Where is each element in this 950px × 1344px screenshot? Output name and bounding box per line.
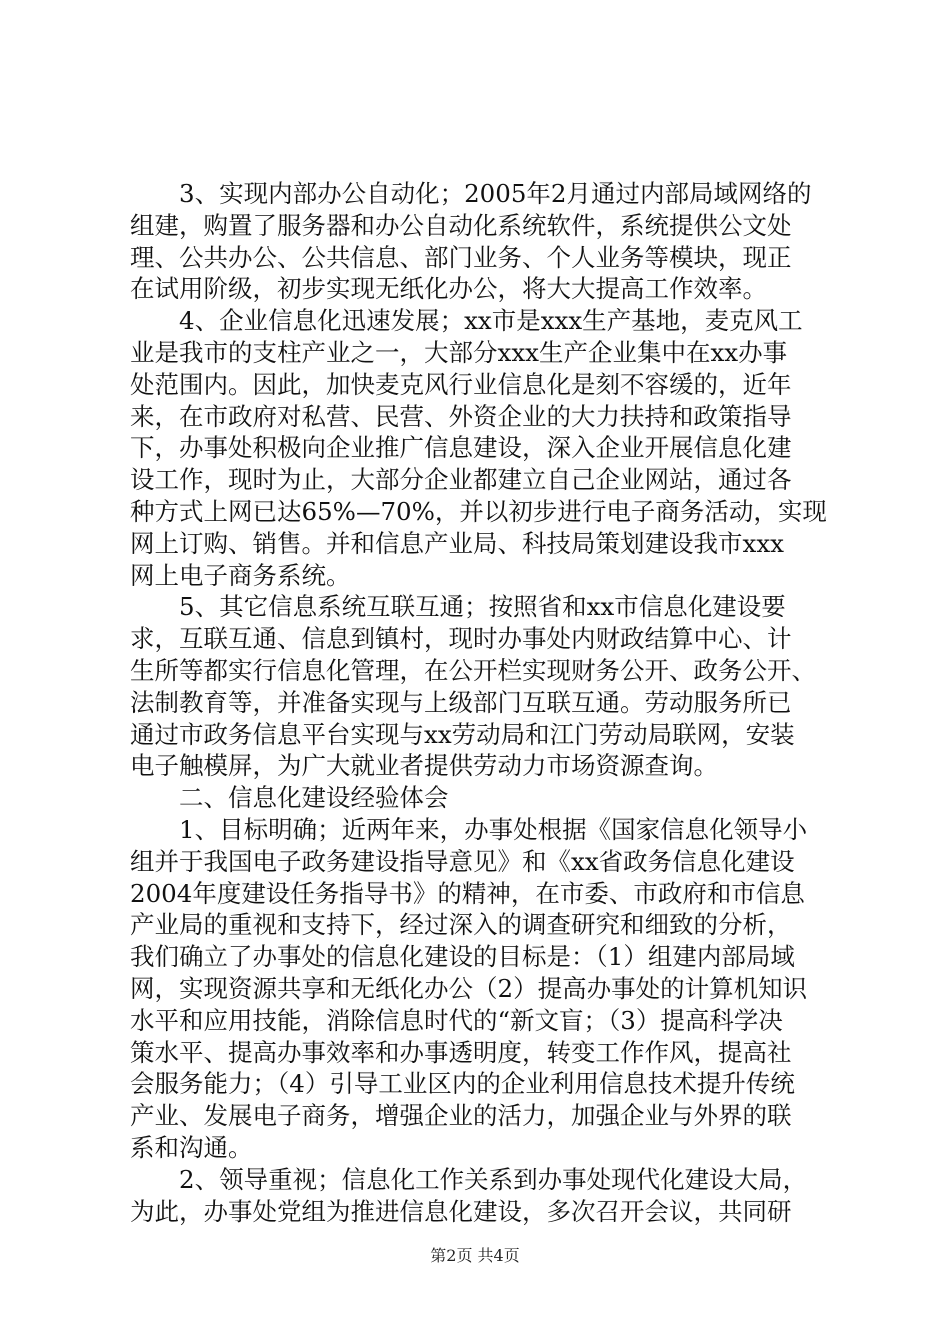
text-line: 在试用阶级，初步实现无纸化办公，将大大提高工作效率。 bbox=[130, 274, 767, 304]
text-line: 法制教育等，并准备实现与上级部门互联互通。劳动服务所已 bbox=[130, 687, 792, 717]
text-line: 下，办事处积极向企业推广信息建设，深入企业开展信息化建 bbox=[130, 433, 792, 463]
text-line: 求，互联互通、信息到镇村，现时办事处内财政结算中心、计 bbox=[130, 624, 792, 654]
text-line: 组并于我国电子政务建设指导意见》和《xx省政务信息化建设 bbox=[130, 846, 795, 876]
text-line: 2004年度建设任务指导书》的精神，在市委、市政府和市信息 bbox=[130, 878, 805, 908]
text-line: 处范围内。因此，加快麦克风行业信息化是刻不容缓的，近年 bbox=[130, 369, 792, 399]
text-line: 电子触模屏，为广大就业者提供劳动力市场资源查询。 bbox=[130, 751, 718, 781]
text-line: 业是我市的支柱产业之一，大部分xxx生产企业集中在xx办事 bbox=[130, 337, 788, 367]
text-line: 2、领导重视；信息化工作关系到办事处现代化建设大局， bbox=[179, 1164, 808, 1194]
text-line: 产业、发展电子商务，增强企业的活力，加强企业与外界的联 bbox=[130, 1101, 792, 1131]
page-footer: 第2页 共4页 bbox=[430, 1246, 520, 1265]
text-line: 理、公共办公、公共信息、部门业务、个人业务等模块，现正 bbox=[130, 242, 792, 272]
text-line: 4、企业信息化迅速发展；xx市是xxx生产基地，麦克风工 bbox=[179, 306, 803, 336]
text-line: 种方式上网已达65%—70%，并以初步进行电子商务活动，实现 bbox=[130, 496, 827, 526]
document-body bbox=[130, 178, 827, 1227]
text-line: 系和沟通。 bbox=[130, 1132, 253, 1162]
text-line: 产业局的重视和支持下，经过深入的调查研究和细致的分析， bbox=[130, 910, 792, 940]
text-line: 会服务能力；（4）引导工业区内的企业利用信息技术提升传统 bbox=[130, 1069, 795, 1099]
text-line: 网上电子商务系统。 bbox=[130, 560, 351, 590]
text-line: 设工作，现时为止，大部分企业都建立自己企业网站，通过各 bbox=[130, 465, 792, 495]
text-line: 策水平、提高办事效率和办事透明度，转变工作作风，提高社 bbox=[130, 1037, 792, 1067]
text-line: 为此，办事处党组为推进信息化建设，多次召开会议，共同研 bbox=[130, 1196, 792, 1226]
text-line: 来，在市政府对私营、民营、外资企业的大力扶持和政策指导 bbox=[130, 401, 792, 431]
text-line: 3、实现内部办公自动化；2005年2月通过内部局域网络的 bbox=[179, 179, 812, 208]
section-heading: 二、信息化建设经验体会 bbox=[179, 783, 449, 813]
text-line: 我们确立了办事处的信息化建设的目标是：（1）组建内部局域 bbox=[130, 942, 795, 972]
text-line: 1、目标明确；近两年来，办事处根据《国家信息化领导小 bbox=[179, 814, 808, 844]
text-line: 生所等都实行信息化管理，在公开栏实现财务公开、政务公开、 bbox=[130, 655, 816, 685]
text-line: 网上订购、销售。并和信息产业局、科技局策划建设我市xxx bbox=[130, 528, 784, 558]
text-line: 网，实现资源共享和无纸化办公（2）提高办事处的计算机知识 bbox=[130, 973, 808, 1003]
text-line: 通过市政务信息平台实现与xx劳动局和江门劳动局联网，安装 bbox=[130, 719, 795, 749]
text-line: 5、其它信息系统互联互通；按照省和xx市信息化建设要 bbox=[179, 592, 786, 622]
text-line: 组建，购置了服务器和办公自动化系统软件，系统提供公文处 bbox=[130, 210, 792, 240]
text-line: 水平和应用技能，消除信息时代的“新文盲；（3）提高科学决 bbox=[130, 1005, 783, 1035]
